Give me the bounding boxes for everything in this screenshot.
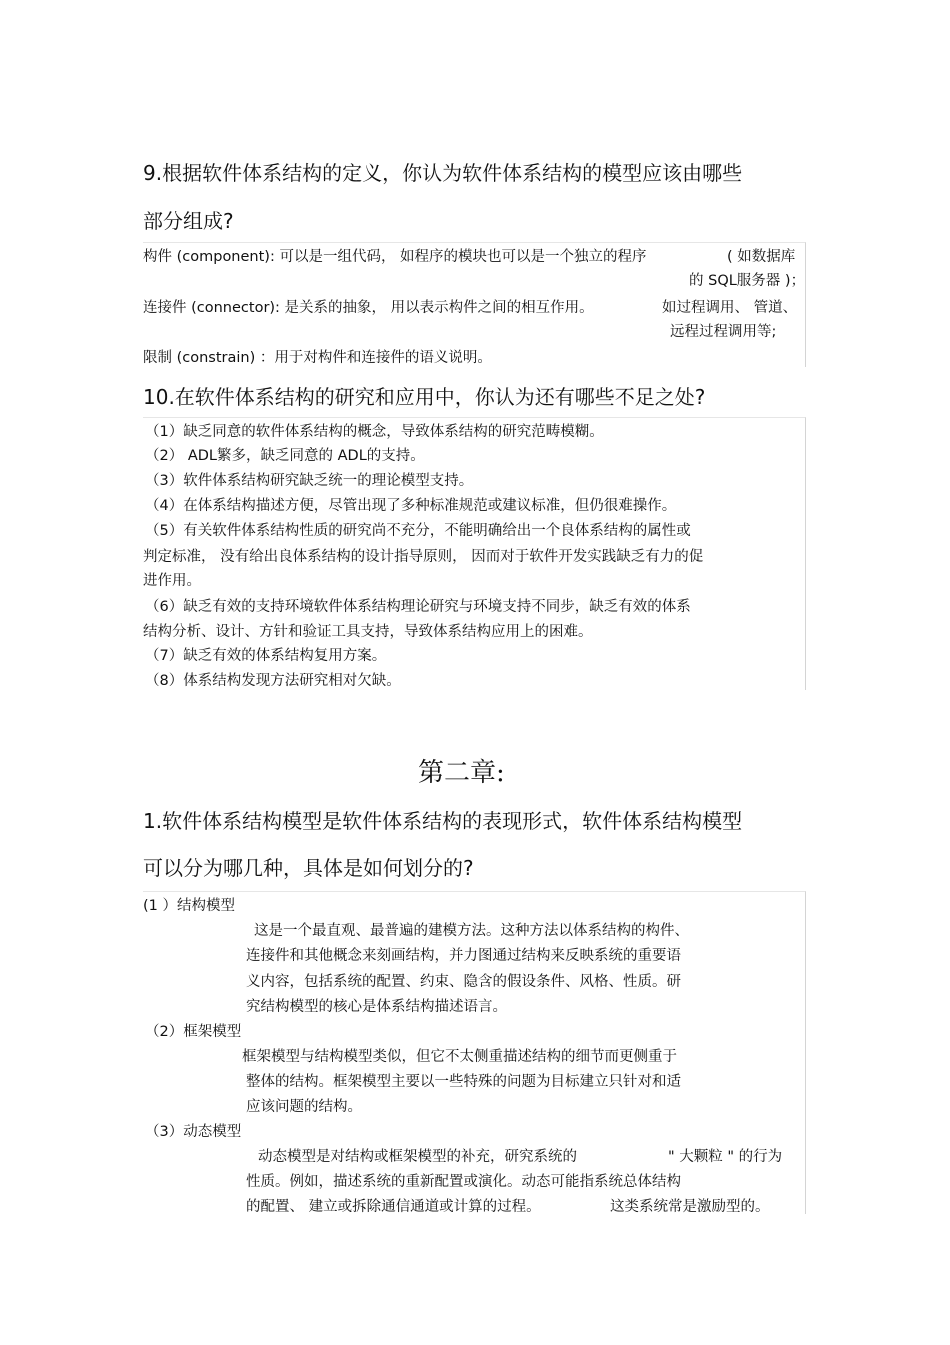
structure-model-text: 这是一个最直观、最普遍的建模方法。这种方法以体系结构的构件、 [254,923,689,939]
framework-model-heading: （2）框架模型 [145,1024,242,1040]
q9-connector-line: 连接件 (connector): 是关系的抽象， 用以表示构件之间的相互作用。 [143,300,594,316]
chapter-heading: 第二章: [418,758,505,788]
dynamic-model-heading: （3）动态模型 [145,1124,242,1140]
q10-item: （3）软件体系结构研究缺乏统一的理论模型支持。 [145,473,474,489]
dynamic-model-text: 性质。例如，描述系统的重新配置或演化。动态可能指系统总体结构 [246,1174,681,1190]
q10-item: （4）在体系结构描述方便，尽管出现了多种标准规范或建议标准，但仍很难操作。 [145,498,677,514]
framework-model-text: 框架模型与结构模型类似，但它不太侧重描述结构的细节而更侧重于 [242,1049,677,1065]
ch2-q1-title-line2: 可以分为哪几种，具体是如何划分的? [143,856,474,880]
structure-model-text: 连接件和其他概念来刻画结构，并力图通过结构来反映系统的重要语 [246,948,681,964]
structure-model-text: 究结构模型的核心是体系结构描述语言。 [246,999,507,1015]
dynamic-model-text: 这类系统常是激励型的。 [610,1199,770,1215]
q10-item: （2） ADL繁多，缺乏同意的 ADL的支持。 [145,448,425,464]
dynamic-model-text: 的配置、 建立或拆除通信通道或计算的过程。 [246,1199,541,1215]
q9-constrain-line: 限制 (constrain) ：用于对构件和连接件的语义说明。 [143,350,492,366]
ch2-q1-title-line1: 1.软件体系结构模型是软件体系结构的表现形式，软件体系结构模型 [143,809,743,833]
q9-component-line: 构件 (component): 可以是一组代码， 如程序的模块也可以是一个独立的程序 [143,249,647,265]
q9-connector-example-cont: 远程过程调用等; [670,324,777,340]
q9-component-example: ( 如数据库 [727,249,796,265]
q10-item-cont: 进作用。 [143,573,201,589]
framework-model-text: 整体的结构。框架模型主要以一些特殊的问题为目标建立只针对和适 [246,1074,681,1090]
q10-item: （7）缺乏有效的体系结构复用方案。 [145,648,387,664]
q10-item-cont: 判定标准， 没有给出良体系结构的设计指导原则， 因而对于软件开发实践缺乏有力的促 [143,549,704,565]
dynamic-model-text: " 大颗粒 " 的行为 [668,1149,783,1165]
q9-component-example-cont: 的 SQL服务器 )； [689,273,806,289]
q10-item: （8）体系结构发现方法研究相对欠缺。 [145,673,401,689]
q10-item: （1）缺乏同意的软件体系结构的概念，导致体系结构的研究范畴模糊。 [145,424,604,440]
q9-title-line1: 9.根据软件体系结构的定义，你认为软件体系结构的模型应该由哪些 [143,161,743,185]
q9-title-line2: 部分组成? [143,209,234,233]
q10-item: （6）缺乏有效的支持环境软件体系结构理论研究与环境支持不同步，缺乏有效的体系 [145,599,691,615]
structure-model-heading: (1 ）结构模型 [143,898,235,914]
dynamic-model-text: 动态模型是对结构或框架模型的补充，研究系统的 [258,1149,577,1165]
framework-model-text: 应该问题的结构。 [246,1099,362,1115]
q10-item: （5）有关软件体系结构性质的研究尚不充分，不能明确给出一个良体系结构的属性或 [145,523,691,539]
q10-title: 10.在软件体系结构的研究和应用中，你认为还有哪些不足之处? [143,385,706,409]
q9-connector-example: 如过程调用、 管道、 [662,300,798,316]
structure-model-text: 义内容，包括系统的配置、约束、隐含的假设条件、风格、性质。研 [246,974,681,990]
q10-item-cont: 结构分析、设计、方针和验证工具支持，导致体系结构应用上的困难。 [143,624,593,640]
